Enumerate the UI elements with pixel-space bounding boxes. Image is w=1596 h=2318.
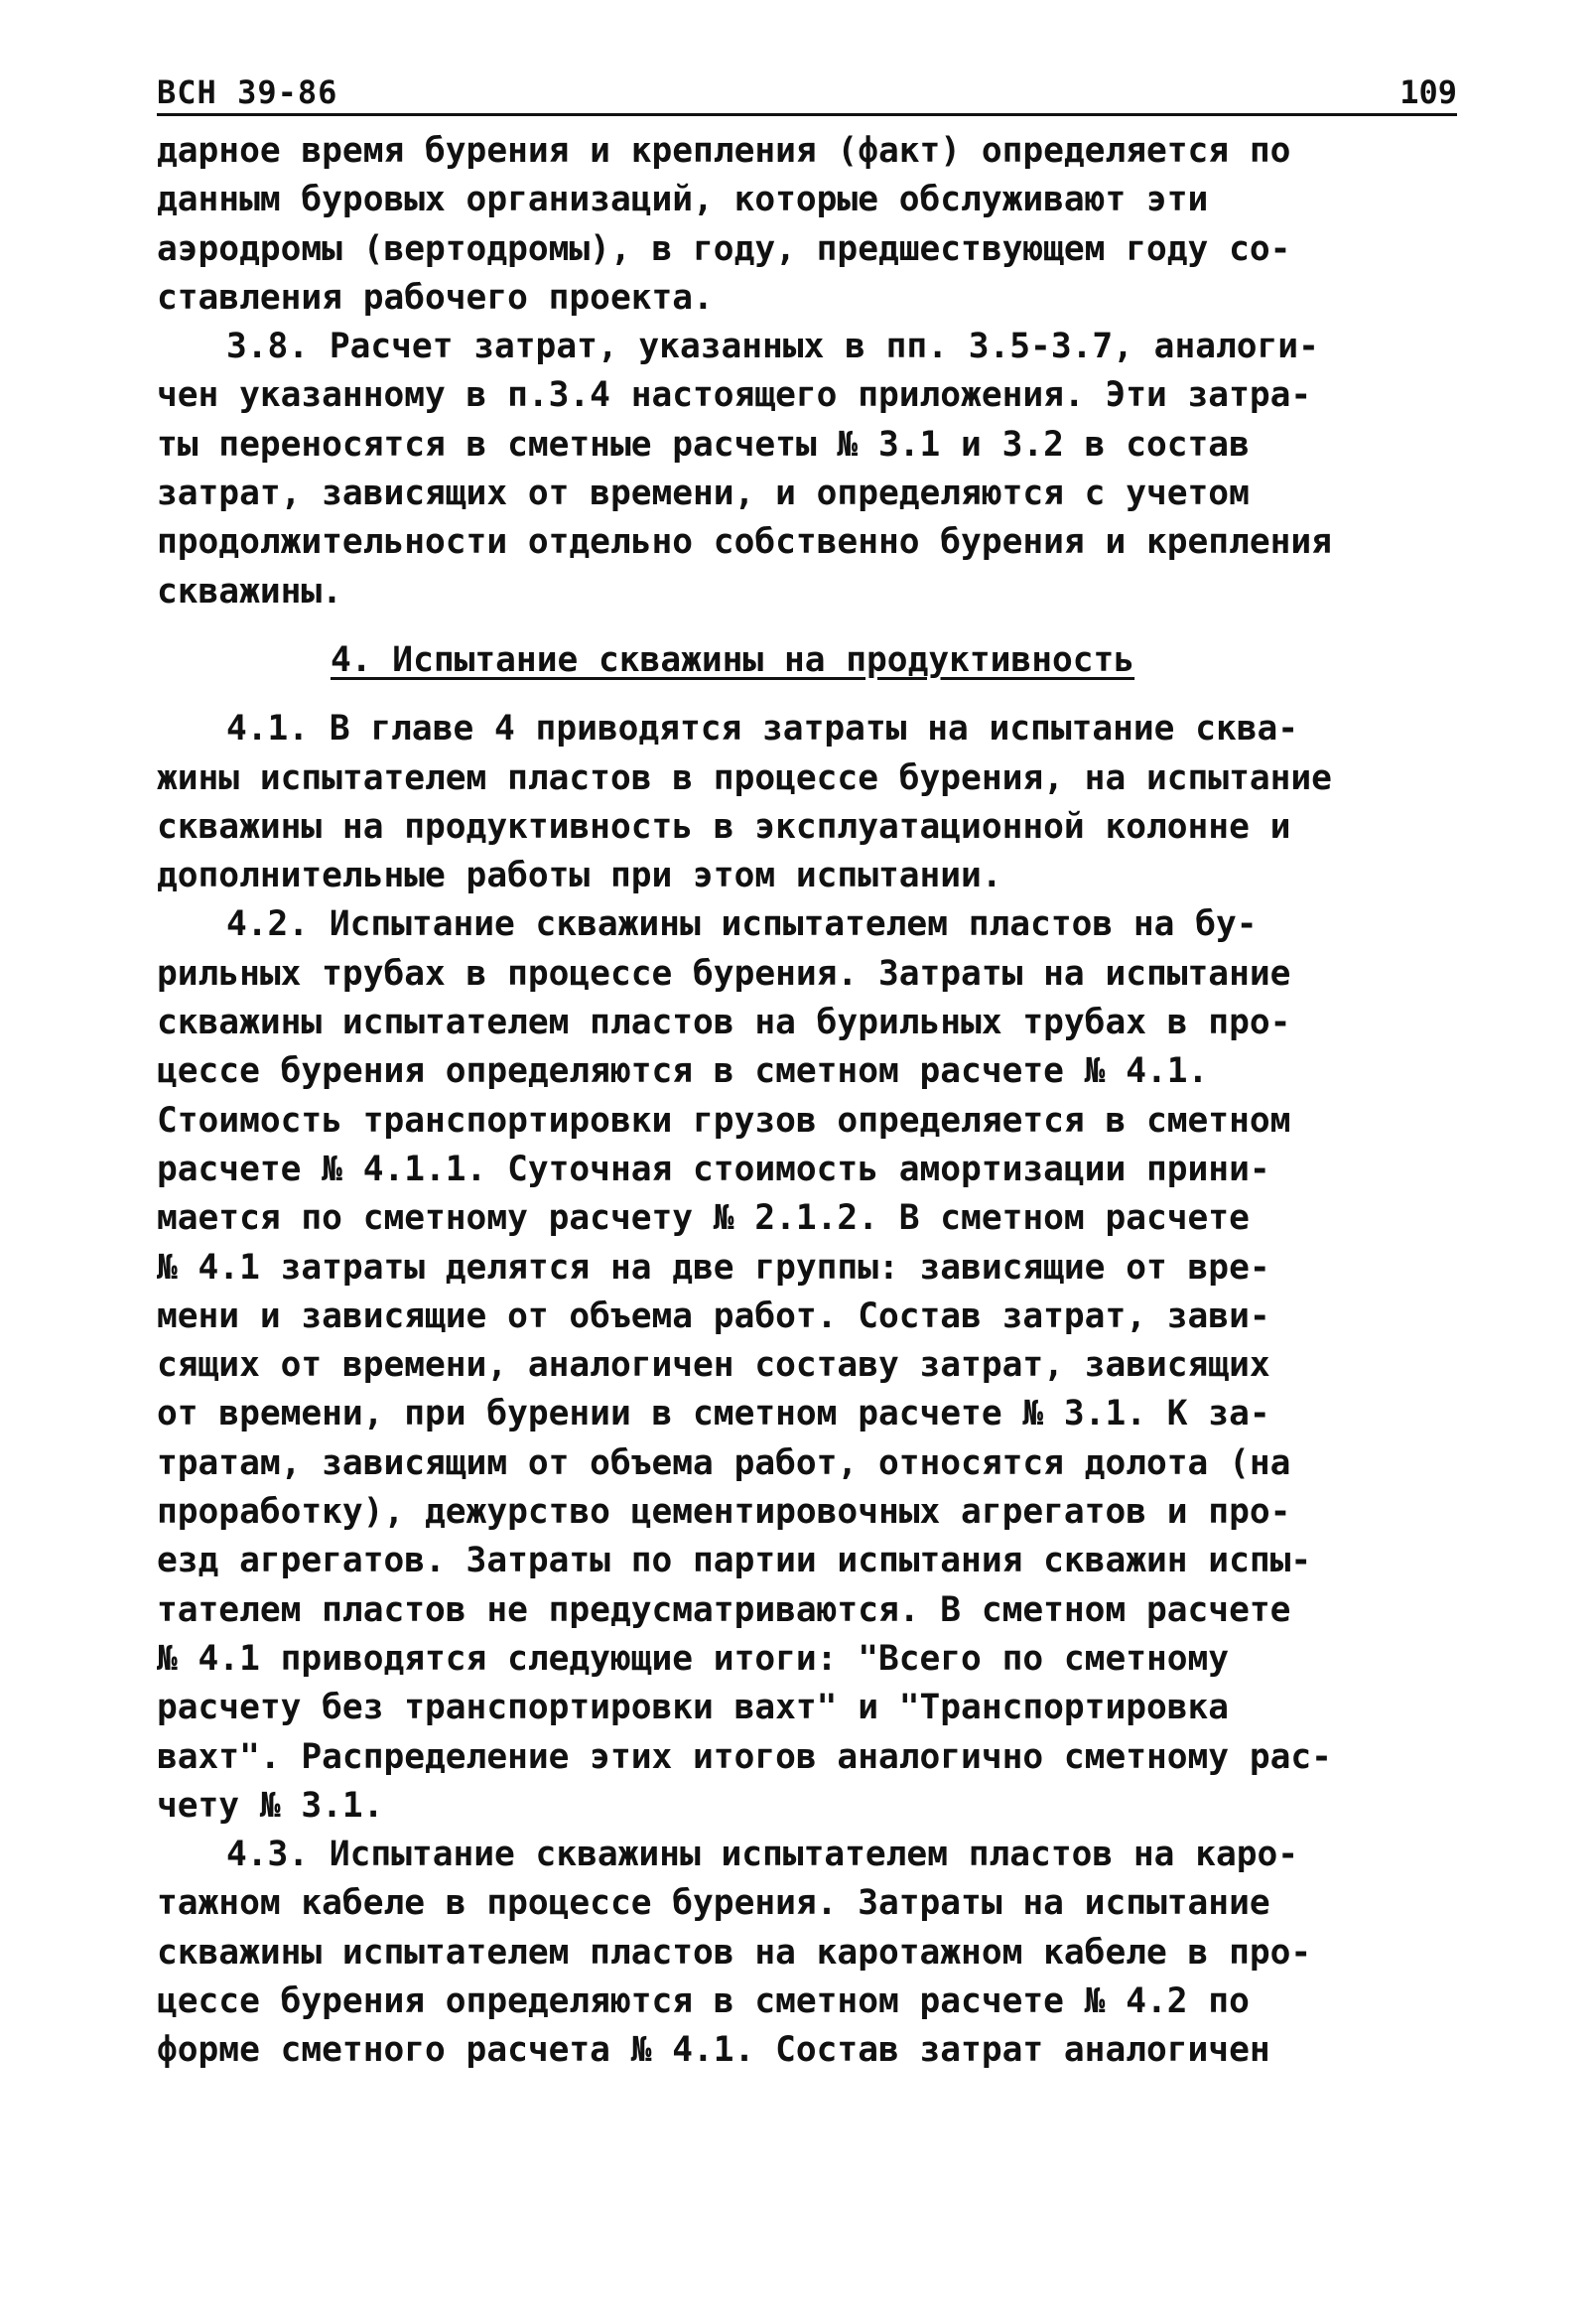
section-4-heading: 4. Испытание скважины на продуктивность <box>331 639 1135 680</box>
text-line: 4.3. Испытание скважины испытателем пластов на каро- <box>226 1835 1299 1875</box>
text-line: № 4.1 приводятся следующие итоги: "Всего по сметному <box>157 1638 1230 1679</box>
paragraph-continuation <box>157 127 1467 323</box>
text-line: скважины. <box>157 571 342 612</box>
text-line: дарное время бурения и крепления (факт) определяется по <box>157 131 1291 171</box>
paragraph-3-8 <box>157 323 1467 616</box>
text-line: форме сметного расчета № 4.1. Состав затрат аналогичен <box>157 2030 1270 2071</box>
text-line: проработку), дежурство цементировочных агрегатов и про- <box>157 1492 1291 1533</box>
text-line: ты переносятся в сметные расчеты № 3.1 и 3.2 в состав <box>157 424 1250 465</box>
text-line: продолжительности отдельно собственно бурения и крепления <box>157 522 1332 563</box>
text-line: 4.2. Испытание скважины испытателем пластов на бу- <box>226 904 1258 945</box>
text-line: от времени, при бурении в сметном расчете № 3.1. К за- <box>157 1394 1270 1434</box>
paragraph-4-3 <box>157 1831 1467 2075</box>
text-line: цессе бурения определяются в сметном расчете № 4.2 по <box>157 1980 1250 2021</box>
text-line: ставления рабочего проекта. <box>157 277 714 318</box>
document-code: ВСН 39-86 <box>157 73 338 111</box>
paragraph-4-1 <box>157 705 1467 900</box>
text-line: рильных трубах в процессе бурения. Затраты на испытание <box>157 953 1291 994</box>
page-number: 109 <box>1399 73 1457 111</box>
text-line: цессе бурения определяются в сметном расчете № 4.1. <box>157 1051 1209 1092</box>
text-line: скважины испытателем пластов на каротажном кабеле в про- <box>157 1932 1312 1973</box>
page-header <box>157 73 1457 116</box>
text-line: скважины испытателем пластов на бурильных трубах в про- <box>157 1003 1291 1043</box>
text-line: мается по сметному расчету № 2.1.2. В сметном расчете <box>157 1198 1250 1239</box>
text-line: жины испытателем пластов в процессе бурения, на испытание <box>157 757 1332 798</box>
text-line: тателем пластов не предусматриваются. В сметном расчете <box>157 1589 1291 1630</box>
text-line: сящих от времени, аналогичен составу затрат, зависящих <box>157 1345 1270 1386</box>
text-line: езд агрегатов. Затраты по партии испытания скважин испы- <box>157 1541 1312 1581</box>
text-line: чен указанному в п.3.4 настоящего приложения. Эти затра- <box>157 375 1312 416</box>
text-line: 4.1. В главе 4 приводятся затраты на испытание сква- <box>226 709 1299 750</box>
text-line: расчете № 4.1.1. Суточная стоимость амортизации прини- <box>157 1149 1270 1189</box>
text-line: чету № 3.1. <box>157 1785 384 1826</box>
text-line: Стоимость транспортировки грузов определяется в сметном <box>157 1100 1291 1141</box>
text-line: вахт". Распределение этих итогов аналогично сметному рас- <box>157 1736 1332 1777</box>
text-line: мени и зависящие от объема работ. Состав затрат, зави- <box>157 1295 1270 1336</box>
text-line: данным буровых организаций, которые обслуживают эти <box>157 180 1209 220</box>
text-line: тажном кабеле в процессе бурения. Затраты на испытание <box>157 1883 1270 1924</box>
text-line: скважины на продуктивность в эксплуатационной колонне и <box>157 806 1291 847</box>
text-line: расчету без транспортировки вахт" и "Транспортировка <box>157 1688 1230 1728</box>
text-line: № 4.1 затраты делятся на две группы: зависящие от вре- <box>157 1247 1270 1288</box>
text-line: аэродромы (вертодромы), в году, предшествующем году со- <box>157 228 1291 269</box>
text-line: дополнительные работы при этом испытании. <box>157 856 1002 896</box>
text-line: тратам, зависящим от объема работ, относятся долота (на <box>157 1442 1291 1483</box>
paragraph-4-2 <box>157 900 1467 1831</box>
text-line: затрат, зависящих от времени, и определяются с учетом <box>157 474 1250 514</box>
document-body <box>157 127 1467 2076</box>
text-line: 3.8. Расчет затрат, указанных в пп. 3.5-3.7, аналоги- <box>226 327 1319 367</box>
